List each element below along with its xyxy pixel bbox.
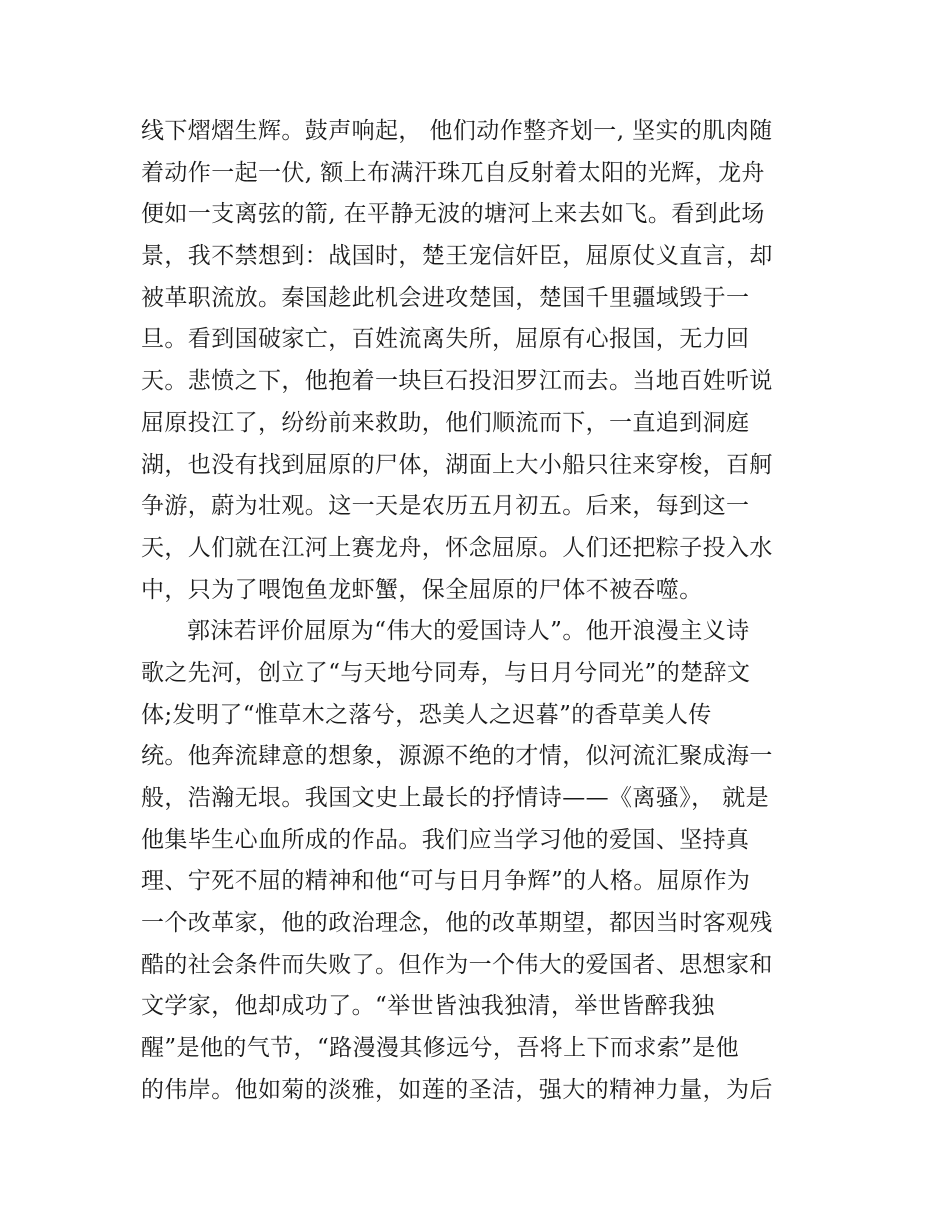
text-line-first-indented: 郭沫若评价屈原为“伟大的爱国诗人”。他开浪漫主义诗 — [187, 618, 750, 645]
text-line: 争游，蔚为壮观。这一天是农历五月初五。后来，每到这一 — [141, 493, 750, 520]
text-line: 的伟岸。他如菊的淡雅，如莲的圣洁，强大的精神力量，为后 — [141, 1076, 773, 1103]
text-line: 歌之先河，创立了“与天地兮同寿，与日月兮同光”的楚辞文 — [141, 659, 751, 686]
text-line: 理、宁死不屈的精神和他“可与日月争辉”的人格。屈原作为 — [141, 868, 751, 895]
paragraph-2 — [141, 611, 821, 1111]
paragraph-1 — [141, 111, 821, 611]
text-line: 醒”是他的气节，“路漫漫其修远兮，吾将上下而求索”是他 — [141, 1035, 740, 1062]
text-line: 酷的社会条件而失败了。但作为一个伟大的爱国者、思想家和 — [141, 951, 773, 978]
text-line: 线下熠熠生辉。鼓声响起， 他们动作整齐划一, 坚实的肌肉随 — [141, 118, 773, 144]
text-line: 被革职流放。秦国趁此机会进攻楚国，楚国千里疆域毁于一 — [141, 284, 750, 311]
text-line: 体;发明了“惟草木之落兮，恐美人之迟暮”的香草美人传 — [141, 701, 712, 728]
text-line: 一个改革家，他的政治理念，他的改革期望，都因当时客观残 — [141, 910, 773, 937]
text-line: 文学家，他却成功了。“举世皆浊我独清，举世皆醉我独 — [141, 993, 715, 1020]
text-line: 着动作一起一伏, 额上布满汗珠兀自反射着太阳的光辉，龙舟 — [141, 159, 765, 186]
text-line: 天，人们就在江河上赛龙舟，怀念屈原。人们还把粽子投入水 — [141, 534, 773, 561]
text-line: 便如一支离弦的箭, 在平静无波的塘河上来去如飞。看到此场 — [141, 201, 765, 228]
text-line: 中，只为了喂饱鱼龙虾蟹，保全屈原的尸体不被吞噬。 — [141, 576, 703, 603]
text-line: 统。他奔流肆意的想象，源源不绝的才情，似河流汇聚成海一 — [141, 743, 773, 770]
text-line: 般，浩瀚无垠。我国文史上最长的抒情诗——《离骚》， 就是 — [141, 785, 770, 811]
text-line: 他集毕生心血所成的作品。我们应当学习他的爱国、坚持真 — [141, 826, 750, 853]
text-line: 湖，也没有找到屈原的尸体，湖面上大小船只往来穿梭，百舸 — [141, 451, 773, 478]
text-line: 旦。看到国破家亡，百姓流离失所，屈原有心报国，无力回 — [141, 326, 750, 353]
text-line: 天。悲愤之下，他抱着一块巨石投汨罗江而去。当地百姓听说 — [141, 368, 773, 395]
text-line: 景，我不禁想到：战国时，楚王宠信奸臣，屈原仗义直言，却 — [141, 243, 773, 270]
text-line: 屈原投江了，纷纷前来救助，他们顺流而下，一直追到洞庭 — [141, 409, 750, 436]
body-text — [141, 111, 821, 1112]
